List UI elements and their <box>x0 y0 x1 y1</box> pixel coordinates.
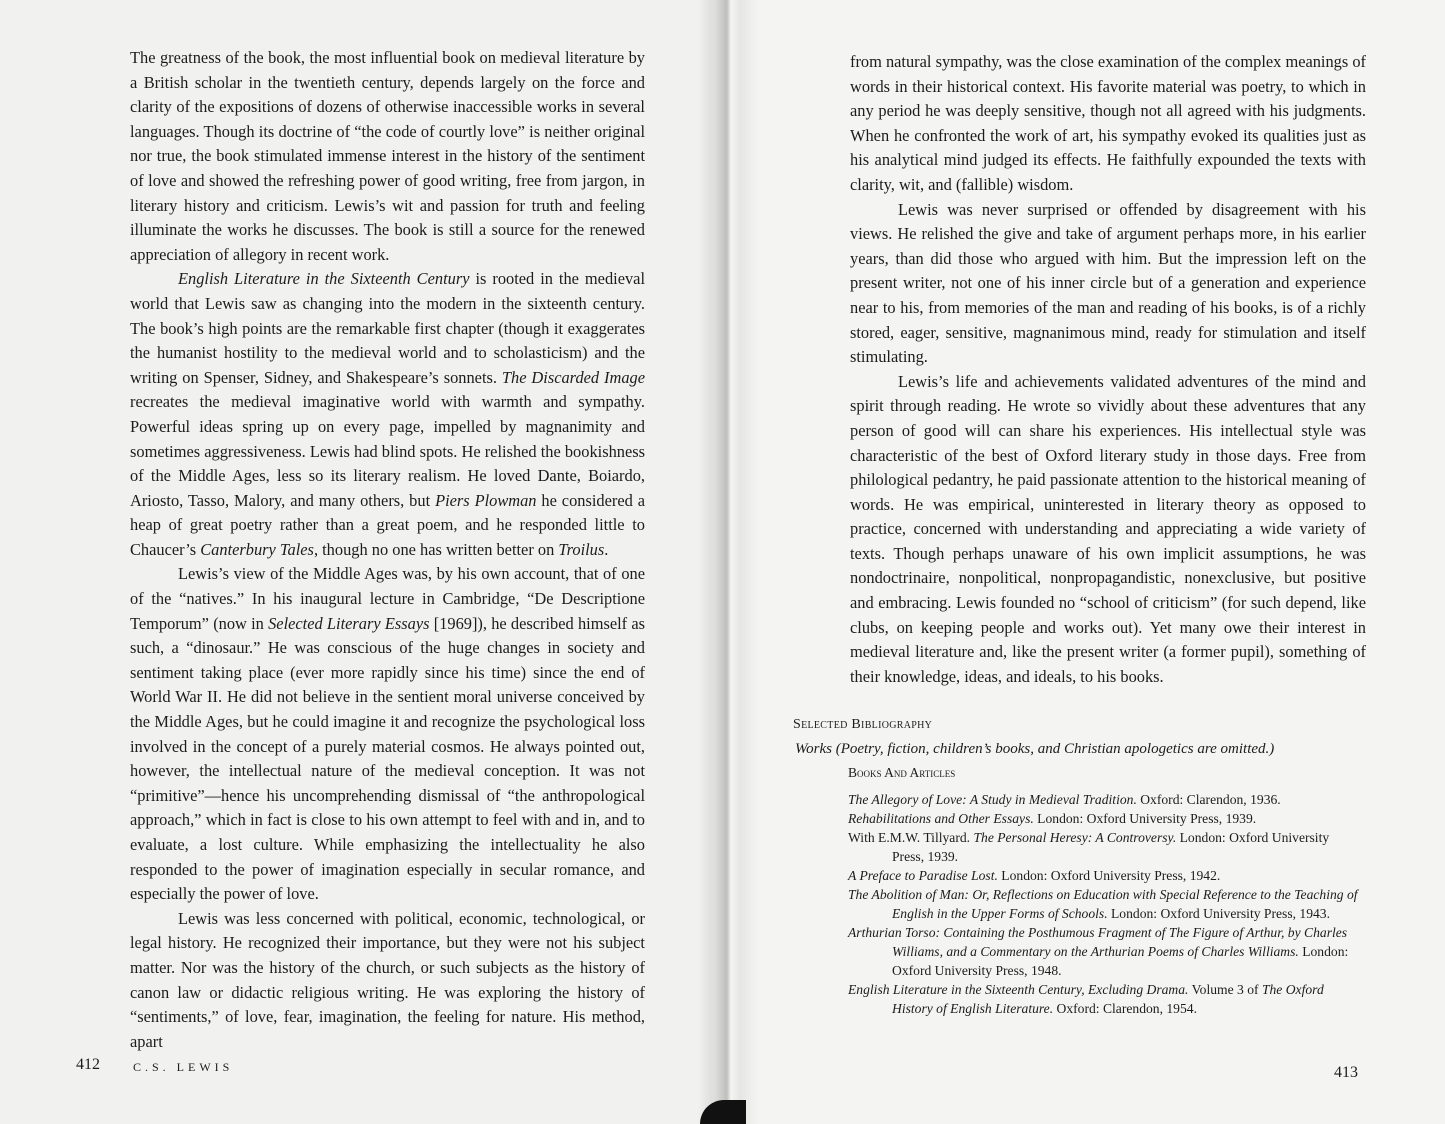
text-run: from natural sympathy, was the close examination of the complex meanings of words in their historical context. His favorite material was poetry, to which in any period he was deeply sensitive, though not all agreed with his judgments. When he confronted the work of art, his sympathy evoked its qualities just as his analytical mind judged its effects. He faithfully expounded the texts with clarity, wit, and (fallible) wisdom. <box>850 52 1367 194</box>
italic-title-text: Canterbury Tales <box>200 539 314 559</box>
text-run: Lewis was less concerned with political, economic, technological, or legal history. He recognized their importance, but they were not his subject matter. Nor was the history of the church, or such subjects as the history of canon law or didactic religious writing. He was exploring the history of “sentiments,” of love, fear, imagination, the feeling for nature. His method, apart <box>130 908 645 1051</box>
text-run: [1969]), he described himself as such, a “dinosaur.” He was conscious of the huge changes in society and sentiment taking place (ever more rapidly since his time) since the end of World War II. He did not believe in the sentient moral universe conceived by the Middle Ages, but he could imagine it and recognize the psychological loss involved in the concept of a purely material cosmos. He always pointed out, however, the intellectual nature of the medieval conception. It was not “primitive”—hence his uncomprehending dismissal of “the anthropological approach,” which in fact is close to his own attempt to feel with and in, and to evaluate, a lost culture. While emphasizing the intellectuality he also responded to the power of imagination especially in secular romance, and especially the power of love. <box>130 613 645 904</box>
bibliography-section-heading: Books And Articles <box>848 765 956 780</box>
italic-title-text: Rehabilitations and Other Essays. <box>848 811 1034 826</box>
italic-title-text: The Oxford History of English Literature. <box>892 982 1324 1016</box>
bibliography-entry <box>848 980 1364 1018</box>
text-run: recreates the medieval imaginative world with warmth and sympathy. Powerful ideas spring up on every page, impelled by magnanimity and sometimes aggressiveness. Lewis had blind spots. He relished the bookishness of the Middle Ages, less so its literary realism. He loved Dante, Boiardo, Ariosto, Tasso, Malory, and many others, but <box>130 392 645 510</box>
paragraph <box>130 46 645 267</box>
page-number-right: 413 <box>1334 1064 1358 1081</box>
text-run: London: Oxford University Press, 1943. <box>1107 906 1331 921</box>
bibliography-entry <box>848 866 1364 885</box>
left-page-body <box>130 46 645 1054</box>
paragraph <box>850 198 1366 370</box>
text-run: . <box>604 539 609 559</box>
text-run: London: Oxford University Press, 1948. <box>892 944 1349 978</box>
text-run: Oxford: Clarendon, 1936. <box>1136 792 1281 807</box>
text-run: Oxford: Clarendon, 1954. <box>1053 1001 1197 1016</box>
italic-title-text: The Personal Heresy: A Controversy. <box>973 830 1177 845</box>
text-run: London: Oxford University Press, 1939. <box>892 830 1330 864</box>
paragraph <box>130 907 645 1055</box>
text-run: Lewis’s life and achievements validated adventures of the mind and spirit through reading. He wrote so vividly about these adventures that any person of good will can share his experiences. His intellectual style was characteristic of the best of Oxford literary study in those days. Free from philological pedantry, he paid passionate attention to the historical meaning of words. He was empirical, uninterested in literary theory as opposed to practice, concerned with understanding and appreciating a wide variety of texts. Though perhaps unaware of his own implicit assumptions, he was nondoctrinaire, nonpolitical, nonpropagandistic, nonexclusive, but positive and embracing. Lewis founded no “school of criticism” (for such depend, like clubs, on keeping people and works out). Yet many owe their interest in medieval literature and, like the present writer (a former pupil), something of their knowledge, ideas, and ideals, to his books. <box>850 371 1366 686</box>
text-run: he considered a heap of great poetry rather than a great poem, and he responded little to Chaucer’s <box>130 490 645 559</box>
bibliography-heading: Selected Bibliography <box>793 717 933 732</box>
bibliography-entry <box>848 809 1364 828</box>
page-number-left: 412 <box>76 1056 100 1073</box>
text-run: Lewis’s view of the Middle Ages was, by his own account, that of one of the “natives.” In his inaugural lecture in Cambridge, “De Descriptione Temporum” (now in <box>130 564 645 633</box>
paragraph <box>130 267 645 562</box>
text-run: Lewis was never surprised or offended by disagreement with his views. He relished the give and take of argument perhaps more, in his earlier years, than did those who argued with him. But the impression left on the present writer, not one of his inner circle but of a generation and experience near to his, from memories of the man and reading of his books, is of a richly stored, eager, sensitive, magnanimous mind, ready for stimulation and itself stimulating. <box>850 199 1366 367</box>
bibliography-list <box>848 790 1364 1018</box>
italic-title-text: A Preface to Paradise Lost. <box>848 868 998 883</box>
text-run: Volume 3 of <box>1188 982 1262 997</box>
text-run: With E.M.W. Tillyard. <box>848 830 974 845</box>
right-page-body <box>850 50 1366 689</box>
left-page <box>0 0 712 1124</box>
book-gutter <box>698 0 758 1124</box>
italic-title-text: Arthurian Torso: Containing the Posthumous Fragment of The Figure of Arthur, by Charles Williams, and a Commentary on the Arthurian Poems of Charles Williams. <box>848 925 1348 959</box>
bibliography-entry <box>848 923 1364 980</box>
text-run: London: Oxford University Press, 1939. <box>1033 811 1257 826</box>
text-run: The greatness of the book, the most influential book on medieval literature by a British scholar in the twentieth century, depends largely on the force and clarity of the expositions of dozens of otherwise inaccessible works in several languages. Though its doctrine of “the code of courtly love” is neither original nor true, the book stimulated immense interest in the history of the sentiment of love and showed the refreshing power of good writing, free from jargon, in literary history and criticism. Lewis’s wit and passion for truth and feeling illuminate the works he discusses. The book is still a source for the renewed appreciation of allegory in recent work. <box>130 48 645 264</box>
italic-title-text: The Abolition of Man: Or, Reflections on Education with Special Reference to the Teaching of English in the Upper Forms of Schools. <box>848 887 1358 921</box>
paragraph <box>850 50 1366 198</box>
text-run: London: Oxford University Press, 1942. <box>997 868 1221 883</box>
bibliography-entry <box>848 885 1364 923</box>
bibliography-entry <box>848 790 1364 809</box>
italic-title-text: The Allegory of Love: A Study in Medieval Tradition. <box>848 792 1137 807</box>
italic-title-text: English Literature in the Sixteenth Century, Excluding Drama. <box>848 982 1189 997</box>
italic-title-text: English Literature in the Sixteenth Century <box>178 269 470 289</box>
paragraph <box>130 562 645 906</box>
bibliography-subheading: Works (Poetry, fiction, children’s books, and Christian apologetics are omitted.) <box>795 741 1275 757</box>
italic-title-text: Troilus <box>558 539 605 559</box>
bibliography-entry <box>848 828 1364 866</box>
running-head: C.S. LEWIS <box>133 1060 234 1074</box>
paragraph <box>850 370 1366 690</box>
italic-title-text: Selected Literary Essays <box>268 613 430 633</box>
italic-title-text: Piers Plowman <box>435 490 537 510</box>
text-run: , though no one has written better on <box>313 539 559 559</box>
text-run: is rooted in the medieval world that Lewis saw as changing into the modern in the sixteenth century. The book’s high points are the remarkable first chapter (though it exaggerates the humanist hostility to the medieval world and to scholasticism) and the writing on Spenser, Sidney, and Shakespeare’s sonnets. <box>130 269 646 387</box>
italic-title-text: The Discarded Image <box>501 367 645 387</box>
